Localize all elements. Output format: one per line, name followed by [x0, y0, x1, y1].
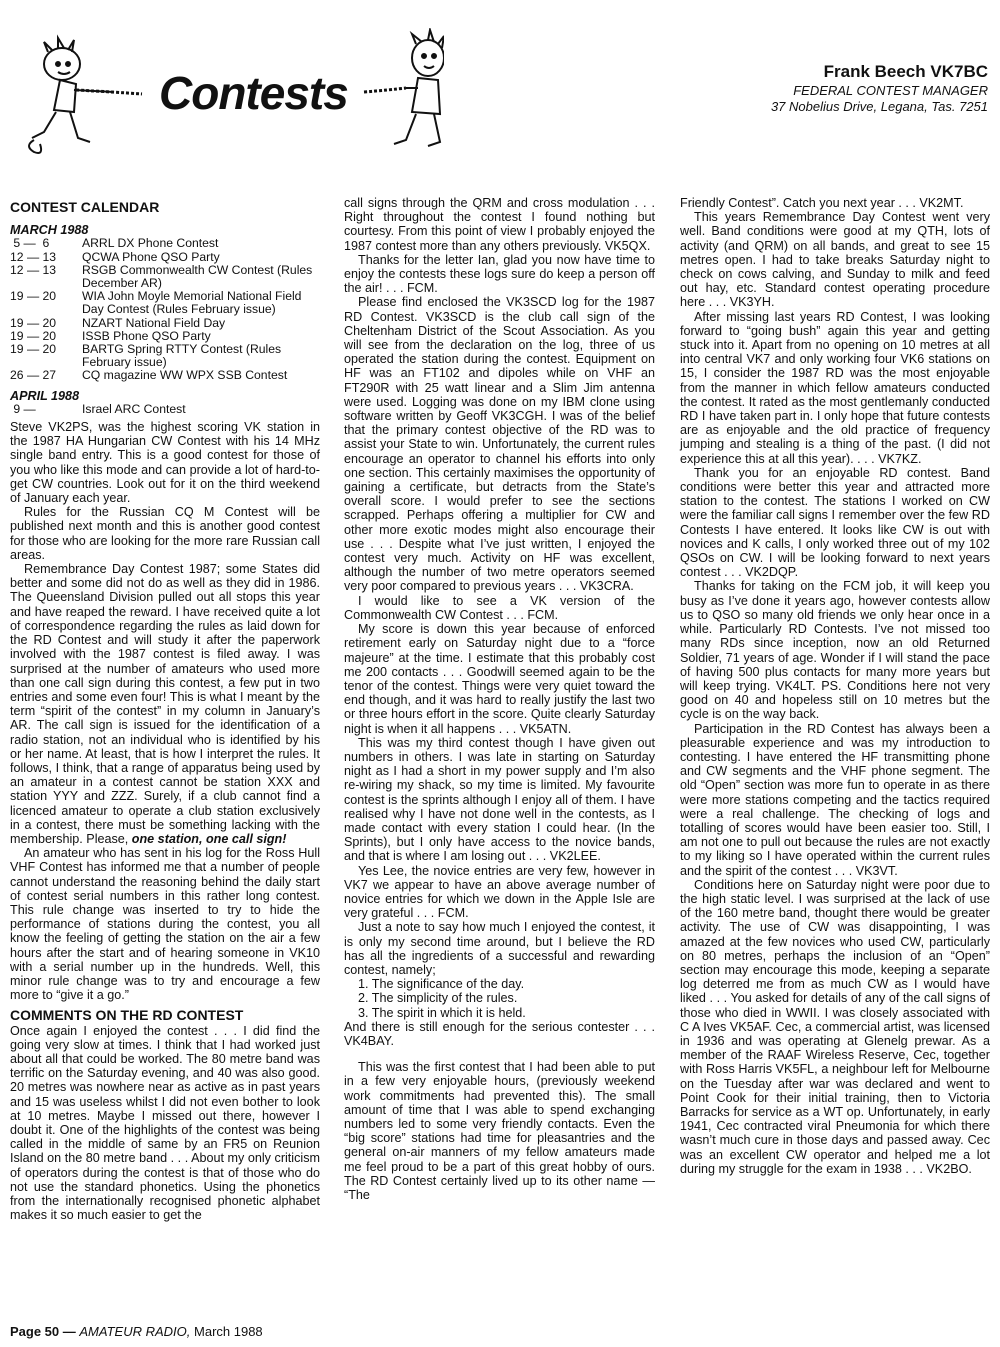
page-header [0, 0, 1000, 190]
paragraph: Thanks for the letter Ian, glad you now have time to enjoy the contests these logs sure do keep a person off the air! . . . FCM. [344, 252, 655, 296]
calendar-row: 19 — 20 WIA John Moyle Memorial National Field Day Contest (Rules February issue) [10, 289, 302, 317]
calendar-row: 19 — 20 BARTG Spring RTTY Contest (Rules February issue) [10, 342, 282, 370]
calendar-row: 12 — 13 RSGB Commonwealth CW Contest (Rules December AR) [10, 262, 313, 291]
magazine-name: AMATEUR RADIO, [79, 1324, 191, 1339]
paragraph: This was my third contest though I have given out numbers in others. I was late in starting on Saturday night as I had a short in my power supply and I’m also re-wiring my shack, so my time is limited. My favourite contest is the sprints although I enjoy all of them. I have realised why I have not done well in the contests, as I made contact with every station I could hear. (In the Sprints), but I only have access to the novice bands, and that is where I am losing out . . . VK2LEE. [344, 735, 655, 864]
paragraph: Participation in the RD Contest has always been a pleasurable experience and was my introduction to contesting. I have entered the HF transmitting phone and CW segments and the VHF phone segment. The old “Open” section was more fun to operate in as there were more stations competing and the tactics required were a real challenge. The checking of logs and totalling of scores would have been easier too. Still, I am not one to pull out because the rules are not exactly to my liking so I have operated within the current rules and the spirit of the contest . . . VK3VT. [680, 721, 990, 878]
april-heading: APRIL 1988 [10, 388, 80, 403]
calendar-row: 19 — 20 NZART National Field Day [10, 315, 226, 330]
page-footer [10, 1324, 263, 1339]
issue-date: March 1988 [194, 1324, 263, 1339]
calendar-title: CONTEST CALENDAR [10, 199, 160, 215]
paragraph: Friendly Contest”. Catch you next year . . . VK2MT. [680, 196, 964, 210]
comments-title: COMMENTS ON THE RD CONTEST [10, 1007, 244, 1024]
list-item: 3. The spirit in which it is held. [358, 1005, 526, 1020]
contests-logo [14, 28, 444, 158]
april-calendar [10, 403, 320, 416]
paragraph: Thanks for taking on the FCM job, it will keep you busy as I’ve done it years ago, however contests allow us to QSO so many old friends we only hear once in a while. Particularly RD Contests. I’ve not missed too many RDs since inception, now an old Returned Soldier, 71 years of age. Wonder if I will stand the pace of having 500 plus contacts for many more years but will keep trying. VK4LT. PS. Conditions here not very good on 40 and hopeless still on 10 metres but the cycle is on the way back. [680, 579, 990, 722]
left-cartoon-figure [29, 38, 114, 153]
paragraph: Conditions here on Saturday night were poor due to the high static level. I was surprised at the lack of use of the 160 metre band, thought there would be greater activity. The use of CW was disappointing, I was amazed at the few novices who used CW, particularly on 80 metres, perhaps the inclusion of an “Open” section may encourage this mode, keeping a separate log deterred me from as much CW as I would have liked . . . You asked for details of any of the call signs of those who died in WWII. I was closely associated with C A Ives VK5AF. Cec, a commercial artist, was licensed in 1936 and was operating at Glenelg prewar. As a member of the RAAF Wireless Reserve, Cec, together with Ross Harris VK5FL, a neighbour left for Melbourne on the Tuesday after war was declared and went to Point Cook for their initial training, then to Victoria Barracks for service as a WT op. Unfortunately, in early 1941, Cec contracted viral Pneumonia for which there wasn’t much cure in those days and passed away. Cec was an excellent CW operator and helped me a lot during my struggle for the exam in 1938 . . . VK2BO. [680, 877, 990, 1176]
author-block [771, 62, 988, 114]
author-name: Frank Beech VK7BC [823, 62, 988, 81]
emphasis-text: one station, one call sign! [131, 831, 287, 846]
calendar-row: 19 — 20 ISSB Phone QSO Party [10, 328, 211, 343]
paragraph: This years Remembrance Day Contest went very well. Band conditions were good at my QTH, lots of activity (and QRM) on all bands, and great to see 15 metres open. I had to take breaks Saturday night to check on cows calving, and Sunday to milk and feed out hay, etc. Standard contest operating procedure here . . . VK3YH. [680, 210, 990, 310]
paragraph: This was the first contest that I had been able to put in a few very enjoyable hours, (previously weekend work commitments had prevented this). The small amount of time that I was able to spend exchanging numbers led to some very friendly contacts. Even the “big score” stations had time for pleasantries and the general on-air manners of my fellow amateurs made me feel proud to be a part of this great hobby of ours. The RD Contest certainly lived up to its other name — “The [344, 1060, 655, 1203]
calendar-row: 26 — 27 CQ magazine WW WPX SSB Contest [10, 368, 288, 383]
author-address: 37 Nobelius Drive, Legana, Tas. 7251 [770, 99, 988, 114]
paragraph: Please find enclosed the VK3SCD log for the 1987 RD Contest. VK3SCD is the club call sign of the Cheltenham District of the Scout Association. As you will see from the declaration on the log, three of us operated the station during the contest. Equipment on HF was an FT102 and dipoles while on VHF an FT290R with 25 watt linear and a Slim Jim antenna were used. Logging was done on my IBM clone using software written by Geoff VK3CGH. I was of the belief that the primary contest objective of the RD was to assist your State to win. Unfortunately, the current rules encourage an operator to channel his efforts into only one section. This certainly maximises the opportunity of gaining a certificate, but detracts from the State’s overall score. I would prefer to see the sections scrapped. Perhaps offering a multiplier for CW and other more exotic modes might also encourage their use . . . Despite what I’ve just written, I enjoyed the contest very much. Activity on HF was excellent, although the number of two metre operators seemed very poor compared to previous years . . . VK3CRA. [344, 295, 655, 594]
paragraph: And there is still enough for the serious contester . . . VK4BAY. [344, 1019, 655, 1048]
paragraph: call signs through the QRM and cross modulation . . . Right throughout the contest I found nothing but courtesy. From this point of view I probably enjoyed the 1987 contest more than any others previously. VK5QX. [344, 196, 655, 253]
paragraph: Once again I enjoyed the contest . . . I did find the going very slow at times. I think that I had worked just about all that could be worked. The 80 metre band was terrific on the Saturday evening, and 40 was also good. 20 metres was nowhere near as active as in past years and 15 was useless whilst I did not even bother to look at 10 metres. Maybe I missed out there, however I doubt it. One of the highlights of the contest was being called in the middle of same by an FR5 on Reunion Island on the 80 metre band . . . About my only criticism of operators during the contest is that of those who do not use the standard phonetics. Using the phonetics from the internationally recognised phonetic alphabet makes it so much easier to get the [10, 1023, 320, 1223]
march-calendar [10, 237, 320, 382]
calendar-row: 9 — Israel ARC Contest [10, 401, 186, 416]
paragraph: An amateur who has sent in his log for the Ross Hull VHF Contest has informed me that a number of people cannot understand the reasoning behind the daily start of contest serial numbers in this rather long contest. This rule change was inserted to try to hide the performance of stations during the contest, you all know the feeling of getting the station on the air a few hours after the start and of hearing someone in VK10 with a serial number up in the hundreds. Well, this minor rule change was to try and encourage a few more to “give it a go.” [10, 846, 320, 1003]
column-1 [10, 200, 320, 1222]
column-3 [680, 196, 990, 1176]
paragraph: After missing last years RD Contest, I was looking forward to “going bush” again this year and getting stuck into it. Apart from no opening on 10 metres at all into central VK7 and only working four VK6 stations on 15, I consider the 1987 RD was the most enjoyable from the manner in which fellow amateurs conducted the contest. It rated as the most gentlemanly conducted RD I have taken part in. I only hope that future contests are as enjoyable and the old practice of frequency jumping and stealing is a thing of the past. (I did not experience this at all this year). . . . VK7KZ. [680, 309, 990, 466]
logo-title: Contests [159, 67, 348, 119]
paragraph: My score is down this year because of enforced retirement early on Saturday night due to a “force majeure” at the time. I estimate that this probably cost me 200 contacts . . . Goodwill seemed again to be the tenor of the contest. Things were very quiet toward the end though, and it was hard to really justify the last two or three hours effort in the score. Quite clearly Saturday night is when it all happens . . . VK5ATN. [344, 622, 655, 736]
paragraph: I would like to see a VK version of the Commonwealth CW Contest . . . FCM. [344, 593, 655, 622]
paragraph: Just a note to say how much I enjoyed the contest, it is only my second time around, but I believe the RD has all the ingredients of a successful and rewarding contest, namely; [344, 920, 655, 977]
paragraph: Rules for the Russian CQ M Contest will be published next month and this is another good contest for those who are looking for the more rare Russian call areas. [10, 505, 320, 562]
paragraph: Yes Lee, the novice entries are very few, however in VK7 we appear to have an above average number of novice entries for which we down in the Apple Isle are very grateful . . . FCM. [344, 863, 655, 921]
author-role: FEDERAL CONTEST MANAGER [793, 83, 988, 98]
calendar-row: 12 — 13 QCWA Phone QSO Party [10, 249, 220, 264]
paragraph: Thank you for an enjoyable RD contest. Band conditions were better this year and attracted more station to the contest. The stations I worked on CW were the familiar call signs I remember over the few RD Contests I have entered. It looks like CW is out with novices and K calls, I only worked three out of my 102 QSOs on CW. I will be looking forward to next years contest . . . VK2DQP. [680, 465, 990, 580]
calendar-row: 5 — 6 ARRL DX Phone Contest [10, 236, 219, 251]
list-item: 2. The simplicity of the rules. [358, 991, 518, 1006]
list-item: 1. The significance of the day. [358, 977, 525, 992]
page-number: Page 50 — [10, 1324, 76, 1339]
paragraph: Steve VK2PS, was the highest scoring VK station in the 1987 HA Hungarian CW Contest with his 14 MHz single band entry. This is a good contest for those of you who like this mode and can provide a lot of hard-to-get CW countries. Look out for it on the third weekend of January each year. [10, 420, 320, 506]
march-heading: MARCH 1988 [10, 223, 89, 238]
column-2 [344, 196, 655, 1202]
paragraph: Remembrance Day Contest 1987; some States did better and some did not do as well as they did in 1986. The Queensland Division pulled out all stops this year and have reaped the reward. I have received quite a lot of correspondence regarding the rules as laid down for the RD Contest and will study it after the paperwork involved with the 1987 contest is filed away. I was surprised at the number of amateurs who used more than one call sign during this contest, a few put in two entries and some even four! This is what I meant by the term “spirit of the contest” in my column in January’s AR. The call sign is issued for the identification of a radio station, not an individual who is identified by his or her name. At least, that is how I interpret the rules. It follows, I think, that a range of apparatus being used by an amateur in a contest cannot be station XXX and station YYY and ZZZ. Surely, if a club cannot find a licenced amateur to operate a club station exclusively in a contest, there must be something lacking with the membership. Please, one station, one call sign! [10, 562, 320, 846]
